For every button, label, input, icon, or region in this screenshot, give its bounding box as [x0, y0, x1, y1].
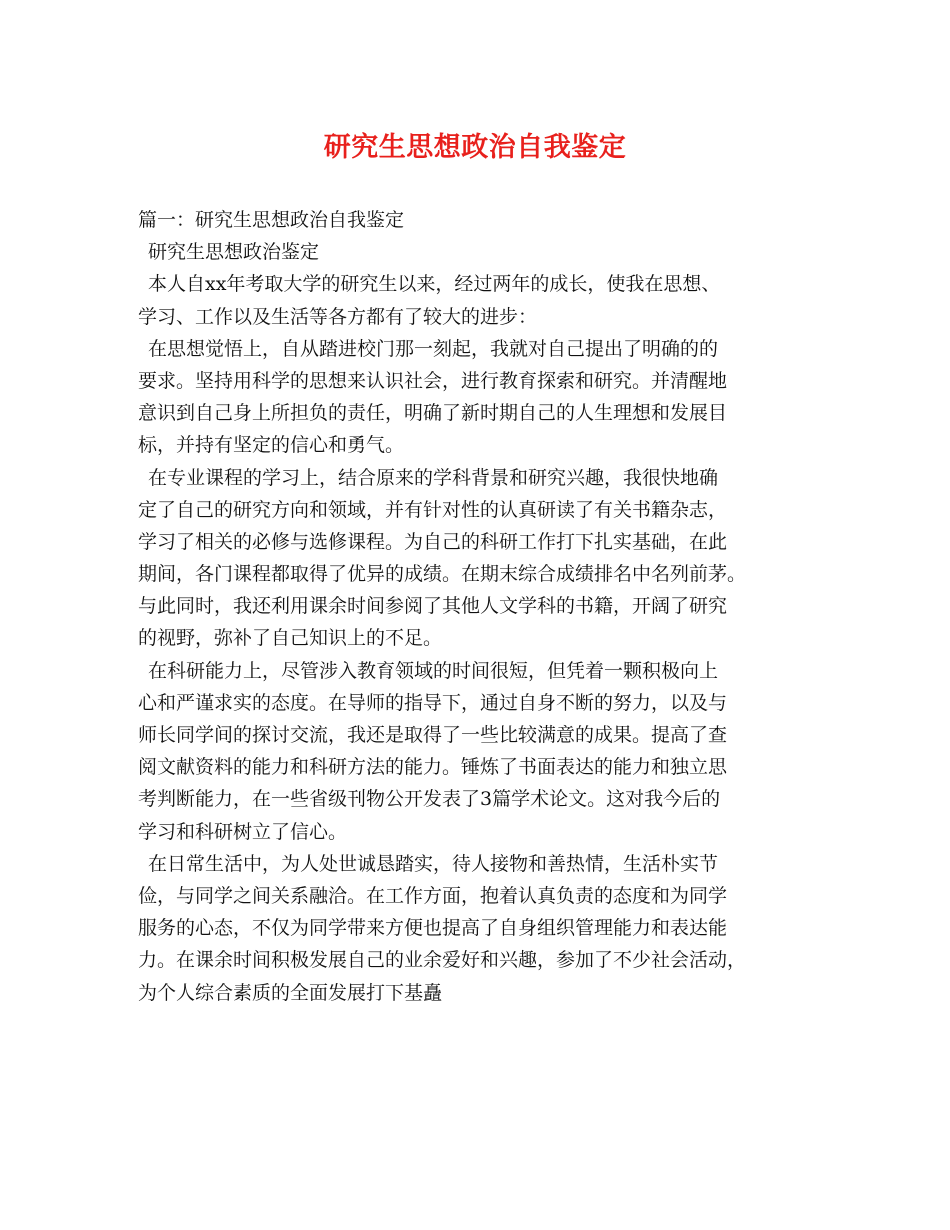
body-line: 意识到自己身上所担负的责任，明确了新时期自己的人生理想和发展目 — [138, 402, 728, 425]
document-body — [138, 204, 828, 1009]
body-line: 研究生思想政治鉴定 — [148, 241, 320, 264]
body-line: 在科研能力上，尽管涉入教育领域的时间很短，但凭着一颗积极向上 — [148, 659, 719, 682]
body-line: 学习和科研树立了信心。 — [138, 820, 348, 843]
body-line: 为个人综合素质的全面发展打下基矗 — [138, 981, 443, 1004]
body-line: 与此同时，我还利用课余时间参阅了其他人文学科的书籍，开阔了研究 — [138, 595, 728, 618]
body-line: 考判断能力，在一些省级刊物公开发表了3篇学术论文。这对我今后的 — [138, 788, 721, 811]
body-line: 心和严谨求实的态度。在导师的指导下，通过自身不断的努力，以及与 — [138, 691, 728, 714]
body-line: 在日常生活中，为人处世诚恳踏实，待人接物和善热情，生活朴实节 — [148, 852, 719, 875]
body-line: 篇一：研究生思想政治自我鉴定 — [138, 209, 405, 231]
body-line: 力。在课余时间积极发展自己的业余爱好和兴趣，参加了不少社会活动， — [138, 949, 747, 972]
body-line: 标，并持有坚定的信心和勇气。 — [138, 434, 405, 457]
body-line: 要求。坚持用科学的思想来认识社会，进行教育探索和研究。并清醒地 — [138, 369, 728, 392]
body-line: 在专业课程的学习上，结合原来的学科背景和研究兴趣，我很快地确 — [148, 466, 719, 489]
body-line: 定了自己的研究方向和领域，并有针对性的认真研读了有关书籍杂志， — [138, 498, 728, 521]
body-line: 学习了相关的必修与选修课程。为自己的科研工作打下扎实基础，在此 — [138, 530, 728, 553]
body-line: 学习、工作以及生活等各方都有了较大的进步： — [138, 305, 538, 328]
document-title: 研究生思想政治自我鉴定 — [323, 132, 627, 163]
body-line: 阅文献资料的能力和科研方法的能力。锤炼了书面表达的能力和独立思 — [138, 756, 728, 779]
body-line: 俭，与同学之间关系融洽。在工作方面，抱着认真负责的态度和为同学 — [138, 884, 728, 907]
body-line: 服务的心态，不仅为同学带来方便也提高了自身组织管理能力和表达能 — [138, 917, 728, 940]
body-line: 本人自xx年考取大学的研究生以来，经过两年的成长，使我在思想、 — [148, 273, 721, 296]
body-line: 的视野，弥补了自己知识上的不足。 — [138, 627, 443, 650]
body-line: 在思想觉悟上，自从踏进校门那一刻起，我就对自己提出了明确的的 — [148, 337, 719, 360]
body-line: 期间，各门课程都取得了优异的成绩。在期末综合成绩排名中名列前茅。 — [138, 563, 747, 586]
body-line: 师长同学间的探讨交流，我还是取得了一些比较满意的成果。提高了查 — [138, 724, 728, 746]
